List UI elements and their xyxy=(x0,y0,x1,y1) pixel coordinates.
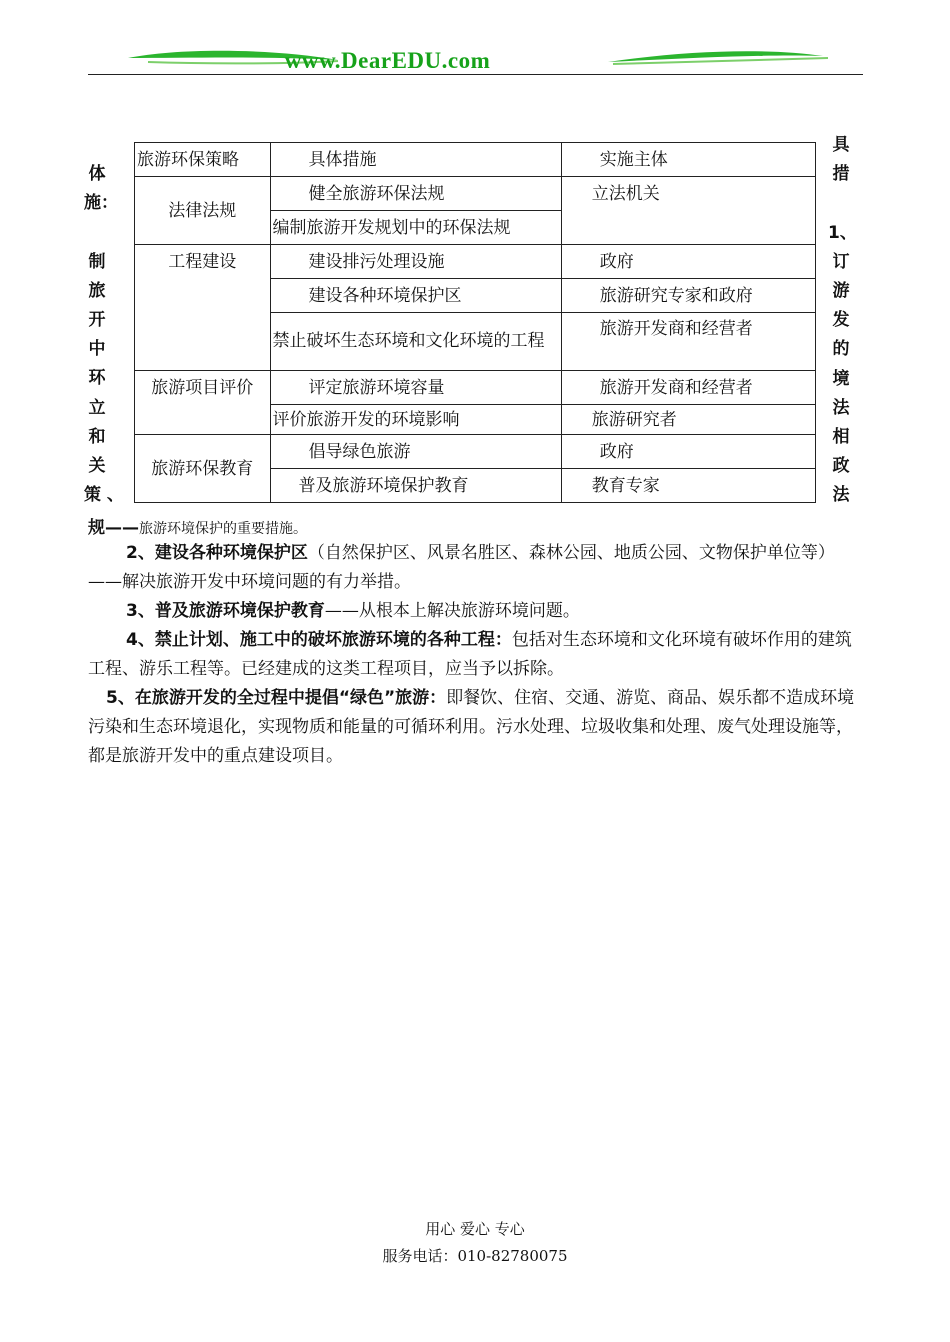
caption-bold: 规—— xyxy=(88,518,139,538)
paragraph-text: ——从根本上解决旅游环境问题。 xyxy=(324,601,580,621)
actor-cell: 政府 xyxy=(561,245,815,279)
left-char: 开 xyxy=(88,309,106,330)
paragraph-text: 包括对生态环境和文化环境有破坏作用的建筑工程、游乐工程等。已经建成的这类工程项目，应当予以拆除。 xyxy=(88,630,852,679)
right-char: 政 xyxy=(832,456,850,477)
right-vertical-text xyxy=(828,131,857,510)
paragraph-2 xyxy=(88,539,868,597)
measure-cell: 禁止破坏生态环境和文化环境的工程 xyxy=(270,313,561,371)
right-char: 法 xyxy=(832,397,850,418)
left-char: 中 xyxy=(88,339,106,360)
paragraph-text: （自然保护区、风景名胜区、森林公园、地质公园、文物保护单位等）——解决旅游开发中环境问题的有力举措。 xyxy=(88,543,835,592)
strategy-cell: 旅游环保教育 xyxy=(135,435,271,503)
paragraph-3 xyxy=(88,597,868,626)
strategy-cell: 旅游项目评价 xyxy=(135,371,271,435)
left-char: 和 xyxy=(88,426,106,447)
left-char: 关 xyxy=(88,455,106,476)
measure-cell: 编制旅游开发规划中的环保法规 xyxy=(270,211,561,245)
left-vertical-text xyxy=(84,160,124,510)
header-rule xyxy=(88,74,863,75)
table-header-row xyxy=(135,143,816,177)
right-char: 相 xyxy=(832,426,850,447)
left-char: 体 xyxy=(88,164,106,184)
table-row xyxy=(135,177,816,211)
right-char: 具 xyxy=(832,135,850,155)
right-char xyxy=(828,189,854,218)
right-char: 措 xyxy=(832,164,850,185)
header-actor: 实施主体 xyxy=(561,143,815,177)
left-char xyxy=(84,218,110,247)
actor-cell: 旅游开发商和经营者 xyxy=(561,313,815,371)
table-row xyxy=(135,435,816,469)
paragraph-text: 即餐饮、住宿、交通、游览、商品、娱乐都不造成环境污染和生态环境退化，实现物质和能量的可循环利用。污水处理、垃圾收集和处理、废气处理设施等，都是旅游开发中的重点建设项目。 xyxy=(88,688,855,766)
measure-cell: 普及旅游环境保护教育 xyxy=(270,469,561,503)
paragraph-heading: 2、建设各种环境保护区 xyxy=(126,543,308,563)
right-char: 游 xyxy=(832,280,850,301)
actor-cell: 立法机关 xyxy=(561,177,815,245)
footer-slogan: 用心 爱心 专心 xyxy=(425,1220,525,1238)
measure-cell: 倡导绿色旅游 xyxy=(270,435,561,469)
right-char: 境 xyxy=(832,368,850,389)
left-char: 旅 xyxy=(88,280,106,301)
actor-cell: 旅游研究者 xyxy=(561,405,815,435)
left-char: 立 xyxy=(88,397,106,418)
left-char: 制 xyxy=(88,251,106,272)
strategy-cell: 工程建设 xyxy=(135,245,271,371)
paragraph-4 xyxy=(88,626,868,684)
actor-cell: 旅游开发商和经营者 xyxy=(561,371,815,405)
measure-cell: 健全旅游环保法规 xyxy=(270,177,561,211)
table-caption-line xyxy=(88,513,307,538)
actor-cell: 旅游研究专家和政府 xyxy=(561,279,815,313)
right-char: 法 xyxy=(832,485,850,506)
measure-cell: 建设排污处理设施 xyxy=(270,245,561,279)
header-strategy: 旅游环保策略 xyxy=(135,143,271,177)
right-char: 发 xyxy=(832,310,850,331)
right-char: 订 xyxy=(832,251,850,272)
table-row xyxy=(135,371,816,405)
actor-cell: 政府 xyxy=(561,435,815,469)
measure-cell: 评价旅游开发的环境影响 xyxy=(270,405,561,435)
header-measure: 具体措施 xyxy=(270,143,561,177)
left-char: 策 、 xyxy=(84,485,124,506)
table-row xyxy=(135,245,816,279)
left-char: 施： xyxy=(84,193,118,214)
right-char: 1、 xyxy=(828,222,857,243)
site-logo-text: www.DearEDU.com xyxy=(284,48,491,73)
measure-cell: 评定旅游环境容量 xyxy=(270,371,561,405)
measure-cell: 建设各种环境保护区 xyxy=(270,279,561,313)
strategy-cell: 法律法规 xyxy=(135,177,271,245)
environmental-strategy-table xyxy=(134,142,816,503)
right-char: 的 xyxy=(832,339,850,360)
footer-phone: 服务电话：010-82780075 xyxy=(382,1247,568,1265)
paragraph-heading: 4、禁止计划、施工中的破坏旅游环境的各种工程： xyxy=(126,630,512,650)
actor-cell: 教育专家 xyxy=(561,469,815,503)
paragraph-heading: 3、普及旅游环境保护教育 xyxy=(126,601,325,621)
caption-text: 旅游环境保护的重要措施。 xyxy=(139,521,307,537)
paragraph-5 xyxy=(88,684,868,771)
paragraph-heading: 5、在旅游开发的全过程中提倡“绿色”旅游： xyxy=(106,688,447,708)
left-char: 环 xyxy=(88,368,106,389)
